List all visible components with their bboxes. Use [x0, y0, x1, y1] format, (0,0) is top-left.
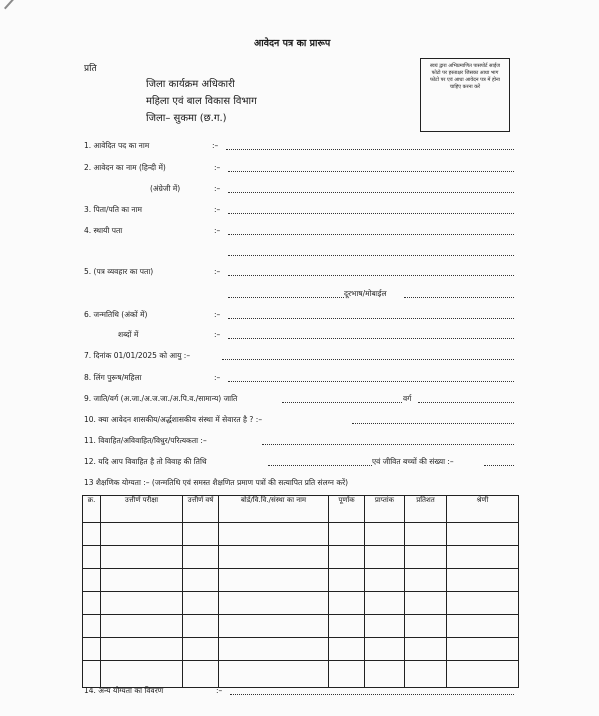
table-cell[interactable] — [447, 638, 519, 661]
addressee-line-3: जिला– सुकमा (छ.ग.) — [146, 113, 227, 124]
col-header-exam: उत्तीर्ण परीक्षा — [101, 496, 183, 523]
table-cell[interactable] — [447, 592, 519, 615]
col-header-sno: क्र. — [83, 496, 101, 523]
prati-label: प्रति — [84, 64, 97, 74]
correspondence-address-line[interactable] — [228, 275, 514, 276]
table-cell[interactable] — [219, 661, 329, 688]
table-row — [83, 638, 519, 661]
table-cell[interactable] — [365, 546, 405, 569]
table-cell[interactable] — [183, 638, 219, 661]
col-header-division: श्रेणी — [447, 496, 519, 523]
field-education-label: 13 शैक्षणिक योग्यता :– (जन्मतिथि एवं समस्त शैक्षणित प्रमाण पत्रों की सत्यापित प्रति संलग्न करें) — [84, 478, 349, 487]
field-marriage-date-label: 12. यदि आप विवाहित है तो विवाह की तिथि — [84, 457, 207, 466]
field-dob-digits-label: 6. जन्मतिथि (अंकों में) — [84, 310, 148, 319]
field-father-husband-label: 3. पिता/पति का नाम — [84, 205, 143, 214]
govt-service-line[interactable] — [352, 423, 514, 424]
table-row — [83, 615, 519, 638]
table-cell[interactable] — [101, 615, 183, 638]
table-row — [83, 546, 519, 569]
addressee-line-1: जिला कार्यक्रम अधिकारी — [146, 79, 235, 90]
table-cell[interactable] — [447, 546, 519, 569]
field-applicant-name-label: 2. आवेदन का नाम (हिन्दी में) — [84, 163, 166, 172]
table-cell[interactable] — [329, 615, 365, 638]
field-marital-status-label: 11. विवाहित/अविवाहित/विधुर/परित्यकता :– — [84, 436, 207, 445]
colon: :– — [212, 141, 219, 150]
correspondence-address-line-2[interactable] — [228, 297, 344, 298]
table-cell[interactable] — [365, 615, 405, 638]
phone-mobile-label: दूरभाष/मोबाईल — [344, 289, 387, 298]
field-age-label: 7. दिनांक 01/01/2025 को आयु :– — [84, 351, 191, 360]
table-cell[interactable] — [219, 569, 329, 592]
dob-digits-line[interactable] — [228, 318, 514, 319]
table-cell[interactable] — [405, 638, 447, 661]
gender-line[interactable] — [228, 381, 514, 382]
table-cell[interactable] — [329, 546, 365, 569]
other-qualification-line[interactable] — [230, 694, 514, 695]
colon: :– — [214, 226, 221, 235]
field-correspondence-address-label: 5. (पत्र व्यवहार का पता) — [84, 267, 154, 276]
table-cell[interactable] — [83, 661, 101, 688]
table-cell[interactable] — [329, 569, 365, 592]
permanent-address-line-2[interactable] — [228, 255, 514, 256]
applicant-name-hindi-line[interactable] — [228, 171, 514, 172]
table-cell[interactable] — [405, 569, 447, 592]
children-count-line[interactable] — [484, 465, 514, 466]
table-cell[interactable] — [447, 569, 519, 592]
table-cell[interactable] — [219, 638, 329, 661]
table-cell[interactable] — [365, 523, 405, 546]
addressee-line-2: महिला एवं बाल विकास विभाग — [146, 96, 257, 107]
table-row — [83, 523, 519, 546]
table-cell[interactable] — [183, 592, 219, 615]
col-header-percentage: प्रतिशत — [405, 496, 447, 523]
col-header-max-marks: पूर्णांक — [329, 496, 365, 523]
colon: :– — [214, 373, 221, 382]
table-cell[interactable] — [101, 638, 183, 661]
field-english-name-label: (अंग्रेजी में) — [150, 184, 181, 193]
caste-line[interactable] — [282, 402, 402, 403]
col-header-year: उत्तीर्ण वर्ष — [183, 496, 219, 523]
colon: :– — [214, 267, 221, 276]
colon: :– — [214, 330, 221, 339]
marital-status-line[interactable] — [262, 444, 514, 445]
field-post-name-label: 1. आवेदित पद का नाम — [84, 141, 150, 150]
table-cell[interactable] — [219, 523, 329, 546]
table-cell[interactable] — [365, 638, 405, 661]
colon: :– — [214, 163, 221, 172]
table-cell[interactable] — [365, 661, 405, 688]
photo-box — [420, 58, 510, 132]
table-cell[interactable] — [219, 592, 329, 615]
table-cell[interactable] — [405, 661, 447, 688]
field-caste-label: 9. जाति/वर्ग (अ.जा./अ.ज.जा./अ.पि.व./सामान्य) जाति — [84, 394, 238, 403]
children-count-label: एवं जीवित बच्चों की संख्या :– — [372, 457, 454, 466]
table-cell[interactable] — [83, 523, 101, 546]
field-dob-words-label: शब्दों में — [118, 330, 139, 339]
table-cell[interactable] — [405, 546, 447, 569]
photo-box-instructions: स्वयं द्वारा अभिप्रमाणित पासपोर्ट साईज फोटो पर हस्ताक्षर जिसका आधा भाग फोटो पर एवं आधा आवेदन पत्र में होना चाहिए करना करें — [429, 63, 501, 90]
table-cell[interactable] — [329, 592, 365, 615]
table-cell[interactable] — [365, 592, 405, 615]
colon: :– — [214, 310, 221, 319]
field-other-qualification-label: 14. अन्य योग्यता का विवरण — [84, 686, 164, 695]
permanent-address-line-1[interactable] — [228, 234, 514, 235]
table-cell[interactable] — [329, 523, 365, 546]
education-table — [82, 495, 519, 688]
father-husband-line[interactable] — [228, 213, 514, 214]
table-cell[interactable] — [83, 615, 101, 638]
table-cell[interactable] — [447, 615, 519, 638]
colon: :– — [214, 205, 221, 214]
table-cell[interactable] — [219, 546, 329, 569]
table-cell[interactable] — [447, 523, 519, 546]
age-line[interactable] — [222, 359, 514, 360]
table-cell[interactable] — [183, 615, 219, 638]
table-cell[interactable] — [83, 546, 101, 569]
marriage-date-line[interactable] — [268, 465, 372, 466]
table-cell[interactable] — [329, 638, 365, 661]
table-cell[interactable] — [405, 615, 447, 638]
colon: :– — [216, 686, 223, 695]
table-cell[interactable] — [101, 546, 183, 569]
table-cell[interactable] — [405, 592, 447, 615]
col-header-obtained-marks: प्राप्तांक — [365, 496, 405, 523]
post-name-line[interactable] — [226, 149, 514, 150]
table-row — [83, 661, 519, 688]
category-label: वर्ग — [403, 394, 412, 403]
table-cell[interactable] — [101, 661, 183, 688]
form-title: आवेदन पत्र का प्रारूप — [254, 38, 331, 49]
table-cell[interactable] — [101, 592, 183, 615]
table-row — [83, 569, 519, 592]
table-row — [83, 592, 519, 615]
applicant-name-english-line[interactable] — [228, 192, 514, 193]
table-cell[interactable] — [329, 661, 365, 688]
page-fold-mark — [4, 0, 32, 9]
category-line[interactable] — [418, 402, 514, 403]
field-govt-service-label: 10. क्या आवेदन शासकीय/अर्द्धशासकीय संस्था में सेवारत है ? :– — [84, 415, 263, 424]
education-table-header-row — [83, 496, 519, 523]
field-gender-label: 8. लिंग पुरूष/महिला — [84, 373, 142, 382]
table-cell[interactable] — [365, 569, 405, 592]
phone-mobile-line[interactable] — [404, 297, 514, 298]
table-cell[interactable] — [183, 523, 219, 546]
table-cell[interactable] — [83, 569, 101, 592]
table-cell[interactable] — [447, 661, 519, 688]
table-cell[interactable] — [405, 523, 447, 546]
colon: :– — [214, 184, 221, 193]
table-cell[interactable] — [83, 592, 101, 615]
table-cell[interactable] — [183, 569, 219, 592]
field-permanent-address-label: 4. स्थायी पता — [84, 226, 123, 235]
table-cell[interactable] — [219, 615, 329, 638]
table-cell[interactable] — [101, 523, 183, 546]
col-header-board: बोर्ड/वि.वि./संस्था का नाम — [219, 496, 329, 523]
table-cell[interactable] — [183, 661, 219, 688]
table-cell[interactable] — [83, 638, 101, 661]
table-cell[interactable] — [101, 569, 183, 592]
table-cell[interactable] — [183, 546, 219, 569]
dob-words-line[interactable] — [228, 338, 514, 339]
